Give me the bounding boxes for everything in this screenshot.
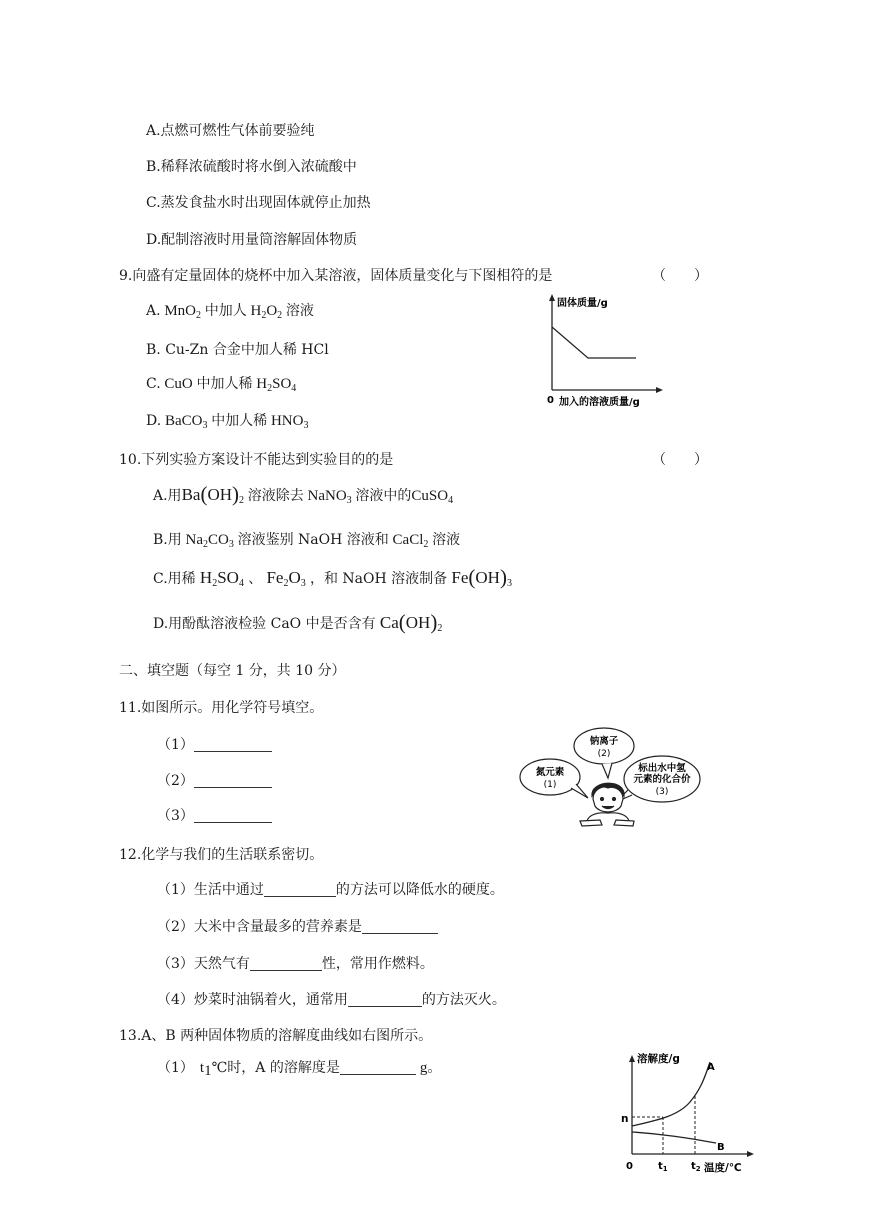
q9-stem: 9.向盛有定量固体的烧杯中加入某溶液，固体质量变化与下图相符的是 — [119, 268, 553, 284]
q11-cartoon-figure — [516, 722, 711, 828]
q8-option-c: C.蒸发食盐水时出现固体就停止加热 — [146, 195, 371, 211]
q12-stem: 12.化学与我们的生活联系密切。 — [119, 847, 324, 863]
bubble-valence-line1: 标出水中氢 — [638, 763, 686, 774]
q13-x-arrow — [747, 1151, 754, 1157]
answer-blank[interactable] — [250, 956, 322, 971]
q10-option-d: D.用酚酞溶液检验 CaO 中是否含有 $Ca(OH)_2$ — [153, 610, 443, 634]
q10-answer-bracket: （ ） — [652, 452, 708, 468]
q13-stem: 13.A、B 两种固体物质的溶解度曲线如右图所示。 — [119, 1028, 433, 1044]
boy-illustration — [580, 783, 634, 826]
q9-mass-graph — [538, 290, 668, 415]
q9-answer-bracket: （ ） — [652, 268, 708, 284]
q13-t1-label: $t_1$ — [658, 1161, 668, 1173]
bubble-sodium-line2: (2) — [597, 749, 611, 759]
q13-x-label: 温度/℃ — [704, 1162, 742, 1174]
bubble-nitrogen-line2: (1) — [543, 780, 557, 790]
section-fill-in-title: 二、填空题（每空 1 分，共 10 分） — [119, 663, 346, 679]
q12-item-1: （1）生活中通过 的方法可以降低水的硬度。 — [157, 882, 504, 898]
q10-stem: 10.下列实验方案设计不能达到实验目的的是 — [119, 452, 394, 468]
q8-option-d: D.配制溶液时用量筒溶解固体物质 — [146, 232, 358, 248]
q10-option-c: C.用稀 $H_2SO_4$ 、 $Fe_2O_3$ ，和 NaOH 溶液制备 $Fe(OH)_3$ — [153, 565, 512, 589]
q13-origin: 0 — [626, 1161, 633, 1172]
q10-option-b: B.用 $Na_2CO_3$ 溶液鉴别 NaOH 溶液和 CaCl$_2$ 溶液 — [153, 532, 461, 550]
q11-stem: 11.如图所示。用化学符号填空。 — [119, 700, 324, 716]
q11-item-3: （3） — [157, 806, 272, 826]
q9-option-b: B. Cu-Zn 合金中加人稀 HCl — [146, 342, 329, 358]
answer-blank[interactable] — [264, 882, 336, 897]
q9-option-a: A. MnO$_2$ 中加人 $H_2O_2$ 溶液 — [146, 303, 314, 321]
bubble-sodium-line1: 钠离子 — [589, 736, 619, 747]
bubble-nitrogen-line1: 氮元素 — [535, 767, 565, 778]
q13-curve-b-label: B — [717, 1142, 725, 1153]
q13-y-arrow — [629, 1055, 635, 1062]
q13-n-label: n — [621, 1113, 629, 1125]
q13-curve-a-label: A — [707, 1062, 715, 1073]
bubble-valence-line2: 元素的化合价 — [633, 774, 691, 785]
q9-mass-line — [552, 327, 636, 358]
q13-curve-a — [632, 1062, 710, 1126]
q12-item-4: （4）炒菜时油锅着火，通常用 的方法灭火。 — [157, 992, 506, 1008]
q9-option-d: D. BaCO$_3$ 中加人稀 $HNO_3$ — [146, 413, 309, 431]
answer-blank[interactable] — [194, 808, 272, 823]
q9-y-arrow — [549, 294, 555, 301]
q8-option-b: B.稀释浓硫酸时将水倒入浓硫酸中 — [146, 159, 357, 175]
q11-item-1: （1） — [157, 735, 272, 755]
q13-item-1: （1） $t_1℃$时，A 的溶解度是 g。 — [157, 1060, 442, 1079]
bubble-valence-line3: (3) — [655, 787, 669, 797]
answer-blank[interactable] — [194, 773, 272, 788]
q9-origin: 0 — [547, 395, 554, 406]
answer-blank[interactable] — [362, 919, 438, 934]
q9-x-label: 加入的溶液质量/g — [559, 397, 640, 408]
q10-option-a: A.用$Ba(OH)_2$ 溶液除去 NaNO$_3$ 溶液中的CuSO$_4$ — [153, 482, 454, 506]
q9-option-c: C. CuO 中加人稀 $H_2SO_4$ — [146, 376, 297, 394]
q13-solubility-graph — [618, 1050, 760, 1180]
q13-curve-b — [632, 1132, 716, 1143]
q11-item-2: （2） — [157, 771, 272, 791]
q9-y-label: 固体质量/g — [557, 298, 608, 309]
answer-blank[interactable] — [348, 992, 422, 1007]
answer-blank[interactable] — [340, 1060, 416, 1075]
q12-item-2: （2）大米中含量最多的营养素是 — [157, 917, 438, 937]
q8-option-a: A.点燃可燃性气体前要验纯 — [146, 123, 315, 139]
q9-x-arrow — [656, 387, 663, 393]
answer-blank[interactable] — [194, 737, 272, 752]
q13-t2-label: $t_2$ — [691, 1161, 701, 1173]
q12-item-3: （3）天然气有 性，常用作燃料。 — [157, 956, 434, 972]
q13-y-label: 溶解度/g — [637, 1053, 680, 1065]
